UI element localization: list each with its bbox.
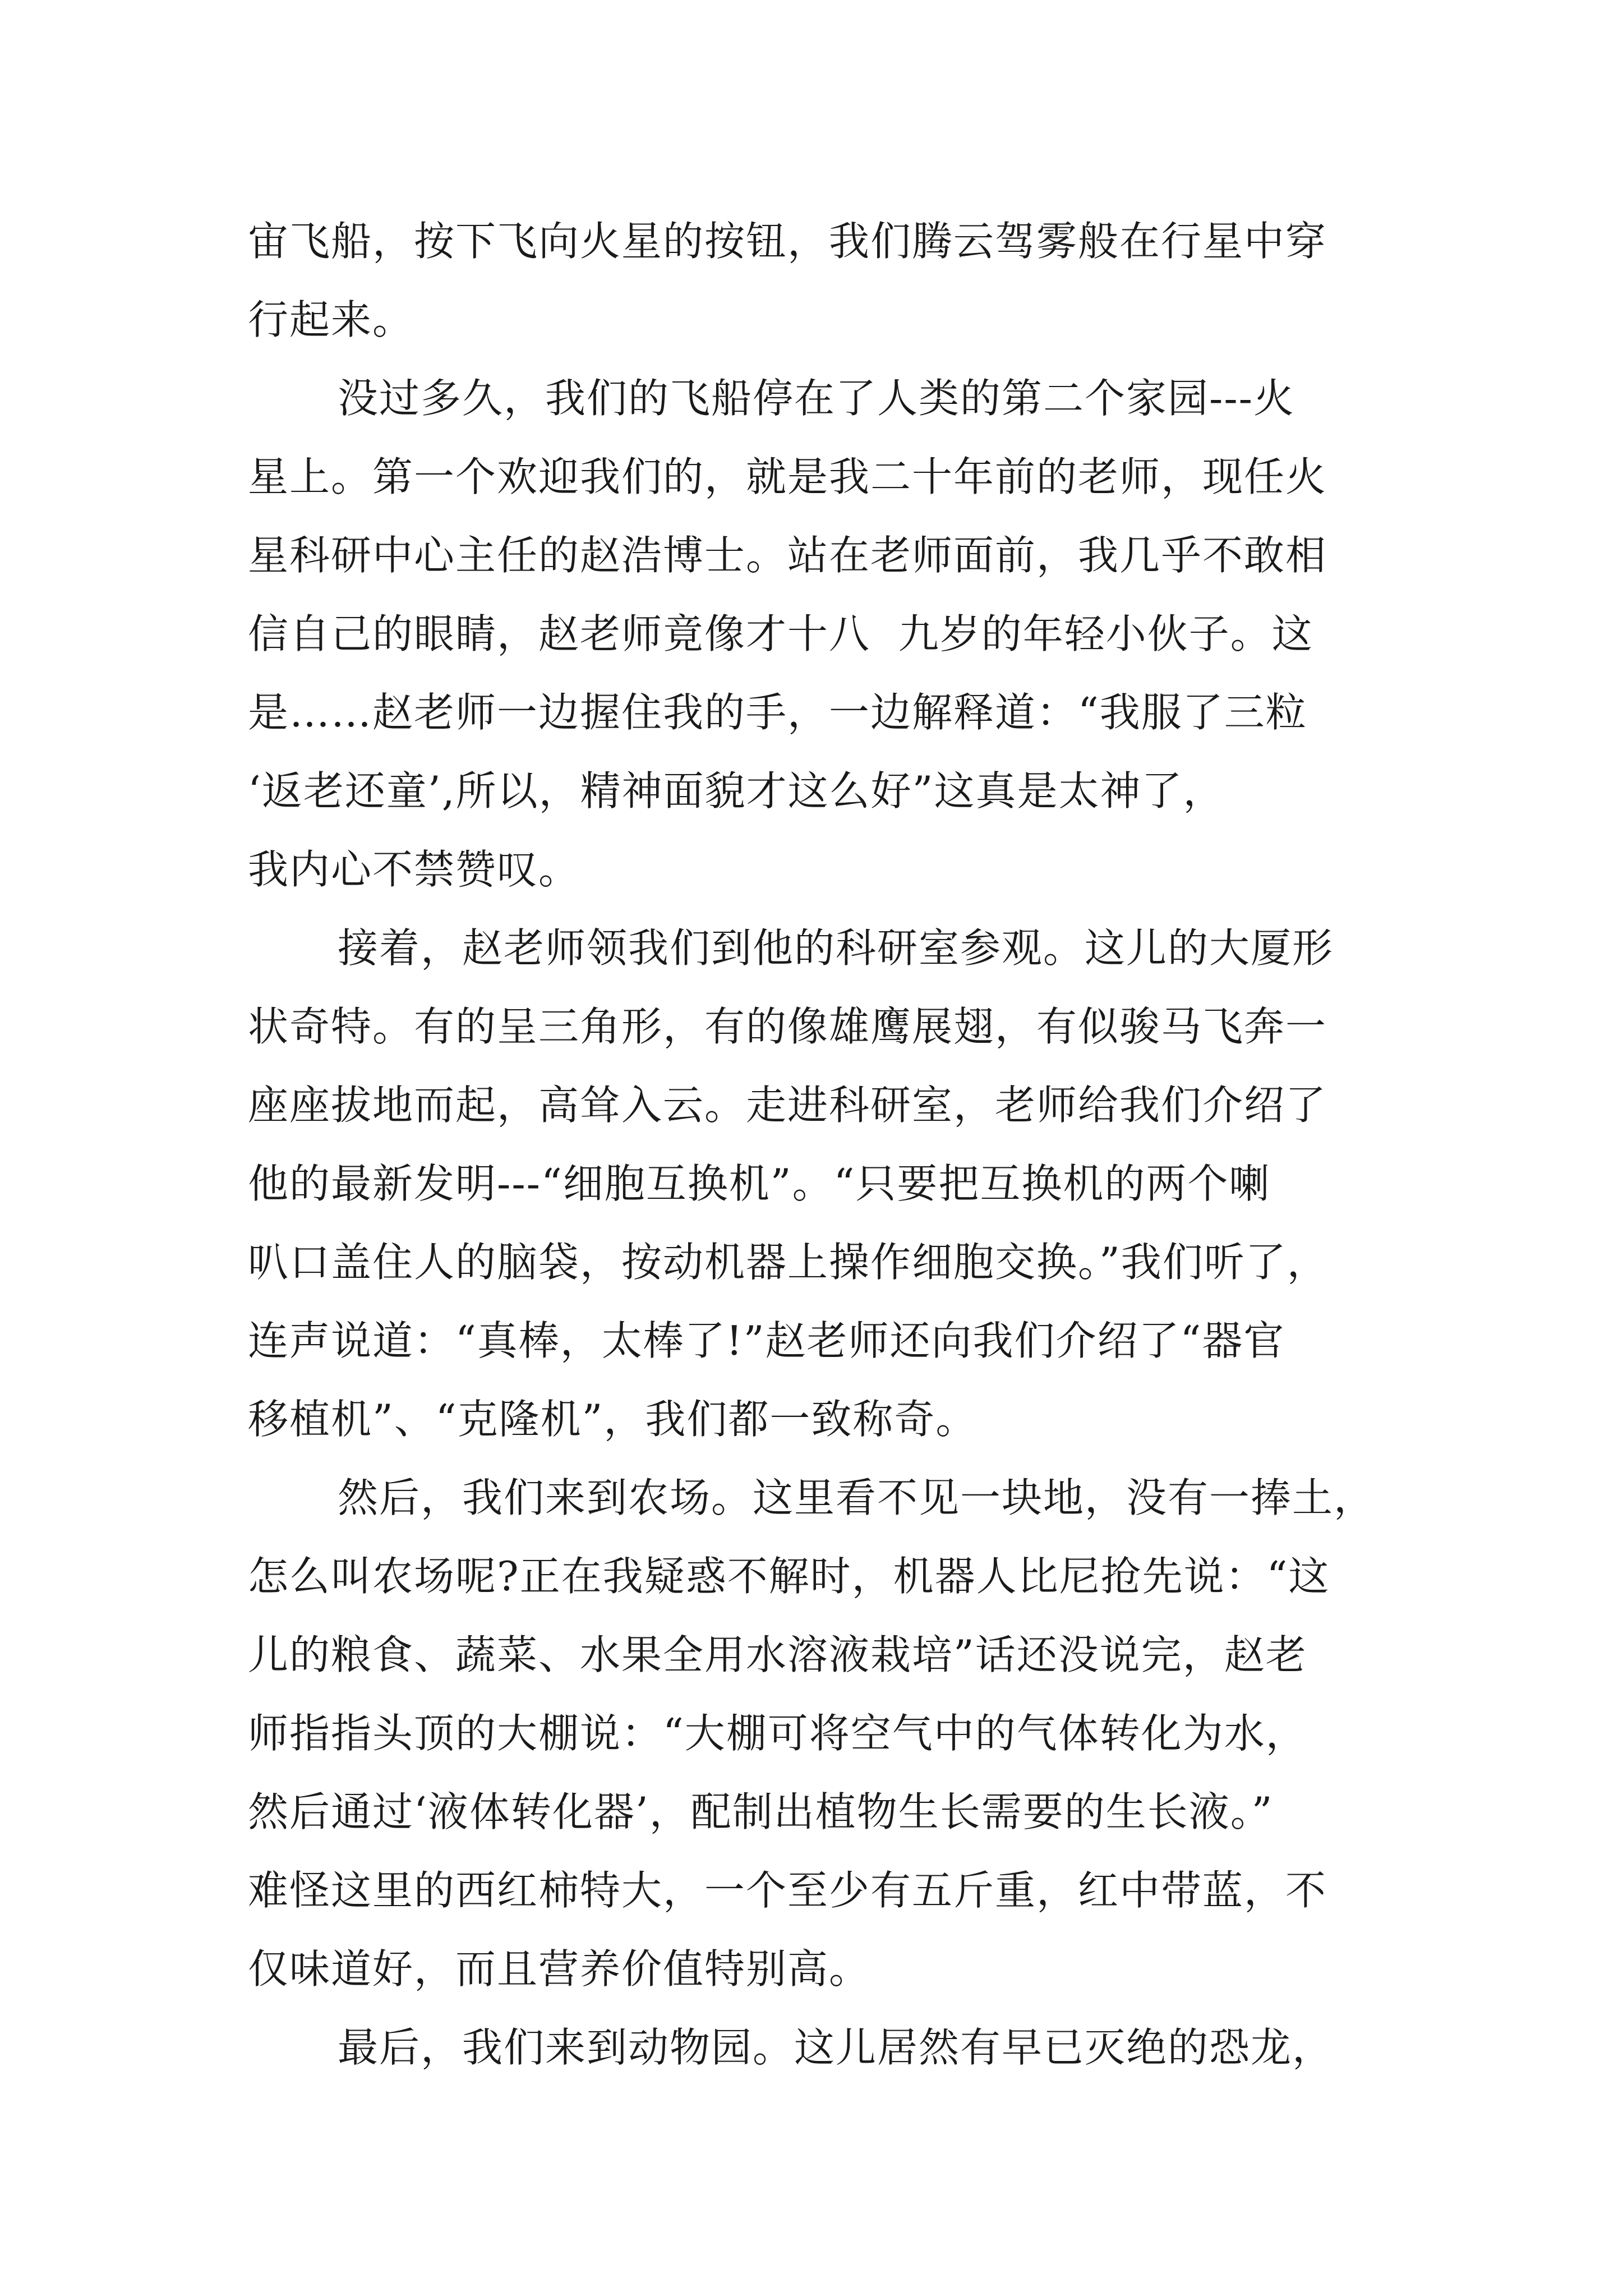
text-line: 宙飞船，按下飞向火星的按钮，我们腾云驾雾般在行星中穿: [248, 218, 1327, 265]
text-line: 他的最新发明---“细胞互换机”。“只要把互换机的两个喇: [248, 1160, 1271, 1207]
paragraph-first-line: 接着，赵老师领我们到他的科研室参观。这儿的大厦形: [338, 924, 1334, 972]
paragraph-first-line: 没过多久，我们的飞船停在了人类的第二个家园---火: [338, 375, 1295, 422]
paragraph-first-line: 然后，我们来到农场。这里看不见一块地，没有一捧土，: [338, 1474, 1376, 1521]
paragraph-first-line: 最后，我们来到动物园。这儿居然有早已灭绝的恐龙，: [338, 2024, 1334, 2071]
text-line: 星科研中心主任的赵浩博士。站在老师面前，我几乎不敢相: [248, 532, 1327, 579]
text-line: 信自己的眼睛，赵老师竟像才十八 九岁的年轻小伙子。这: [248, 610, 1313, 657]
text-line: 仅味道好，而且营养价值特别高。: [248, 1945, 871, 1993]
text-line: 儿的粮食、蔬菜、水果全用水溶液栽培”话还没说完，赵老: [248, 1631, 1307, 1678]
text-line: 难怪这里的西红柿特大，一个至少有五斤重，红中带蓝，不: [248, 1867, 1327, 1914]
text-line: 叭口盖住人的脑袋，按动机器上操作细胞交换。”我们听了，: [248, 1239, 1329, 1286]
text-line: 连声说道：“真棒，太棒了!”赵老师还向我们介绍了“器官: [248, 1317, 1285, 1364]
text-line: 是……赵老师一边握住我的手，一边解释道：“我服了三粒: [248, 689, 1307, 736]
text-line: 状奇特。有的呈三角形，有的像雄鹰展翅，有似骏马飞奔一: [248, 1003, 1327, 1050]
text-line: 怎么叫农场呢?正在我疑惑不解时，机器人比尼抢先说：“这: [248, 1553, 1330, 1600]
text-line: 师指指头顶的大棚说：“大棚可将空气中的气体转化为水，: [248, 1710, 1307, 1757]
text-line: 移植机”、“克隆机”，我们都一致称奇。: [248, 1396, 978, 1443]
text-line: ‘返老还童’,所以，精神面貌才这么好”这真是太神了，: [248, 767, 1225, 815]
body-text: [248, 202, 1414, 2087]
text-line: 我内心不禁赞叹。: [248, 846, 580, 893]
text-line: 星上。第一个欢迎我们的，就是我二十年前的老师，现任火: [248, 453, 1327, 500]
text-line: 行起来。: [248, 296, 414, 343]
text-line: 座座拔地而起，高耸入云。走进科研室，老师给我们介绍了: [248, 1082, 1327, 1129]
text-line: 然后通过‘液体转化器’，配制出植物生长需要的生长液。”: [248, 1788, 1274, 1835]
